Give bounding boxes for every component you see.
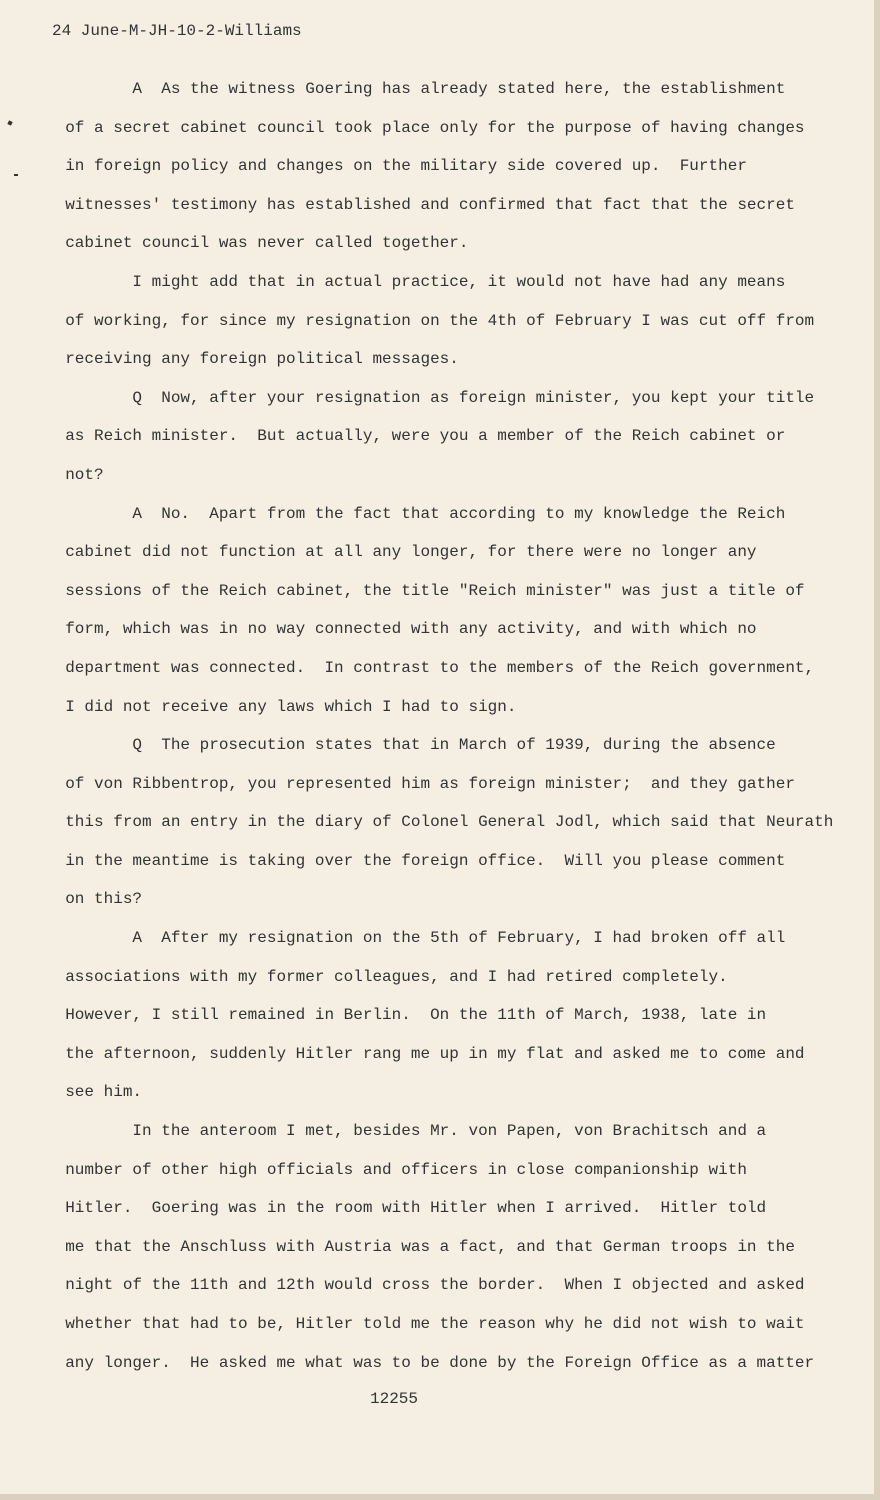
text-line: associations with my former colleagues, and I had retired completely. xyxy=(46,967,728,986)
text-line: in the meantime is taking over the foreign office. Will you please comment xyxy=(46,851,786,870)
text-line: number of other high officials and officers in close companionship with xyxy=(46,1160,747,1179)
text-line: A As the witness Goering has already stated here, the establishment xyxy=(46,80,786,98)
text-line: form, which was in no way connected with any activity, and with which no xyxy=(46,620,757,639)
text-line: this from an entry in the diary of Colonel General Jodl, which said that Neurath xyxy=(46,813,834,832)
text-line: in foreign policy and changes on the military side covered up. Further xyxy=(46,157,747,176)
text-line: However, I still remained in Berlin. On the 11th of March, 1938, late in xyxy=(46,1006,767,1025)
text-line: the afternoon, suddenly Hitler rang me up in my flat and asked me to come and xyxy=(46,1044,805,1063)
page-number: 12255 xyxy=(370,1390,419,1408)
text-line: A No. Apart from the fact that according to my knowledge the Reich xyxy=(46,504,786,523)
text-line: cabinet did not function at all any longer, for there were no longer any xyxy=(46,543,757,562)
text-line: department was connected. In contrast to the members of the Reich government, xyxy=(46,658,815,677)
text-line: Q The prosecution states that in March of 1939, during the absence xyxy=(46,736,776,755)
text-line: see him. xyxy=(46,1083,143,1102)
text-line: In the anteroom I met, besides Mr. von Papen, von Brachitsch and a xyxy=(46,1122,767,1141)
text-line: any longer. He asked me what was to be done by the Foreign Office as a matter xyxy=(46,1353,815,1372)
margin-tick-mark xyxy=(14,174,18,176)
text-line: Q Now, after your resignation as foreign minister, you kept your title xyxy=(46,388,815,407)
text-line: Hitler. Goering was in the room with Hitler when I arrived. Hitler told xyxy=(46,1199,767,1218)
text-line: I might add that in actual practice, it would not have had any means xyxy=(46,272,786,291)
text-line: me that the Anschluss with Austria was a fact, and that German troops in the xyxy=(46,1237,795,1256)
text-line: sessions of the Reich cabinet, the title "Reich minister" was just a title of xyxy=(46,581,805,600)
text-line: receiving any foreign political messages. xyxy=(46,350,459,369)
text-line: not? xyxy=(46,465,104,484)
margin-tick-mark xyxy=(7,120,12,125)
text-line: night of the 11th and 12th would cross the border. When I objected and asked xyxy=(46,1276,805,1295)
text-line: of a secret cabinet council took place only for the purpose of having changes xyxy=(46,118,805,137)
text-line: of working, for since my resignation on the 4th of February I was cut off from xyxy=(46,311,815,330)
text-line: as Reich minister. But actually, were you a member of the Reich cabinet or xyxy=(46,427,786,446)
text-line: I did not receive any laws which I had to sign. xyxy=(46,697,517,716)
text-line: on this? xyxy=(46,890,143,909)
text-line: A After my resignation on the 5th of February, I had broken off all xyxy=(46,929,786,948)
text-line: witnesses' testimony has established and confirmed that fact that the secret xyxy=(46,195,795,214)
text-line: of von Ribbentrop, you represented him as foreign minister; and they gather xyxy=(46,774,795,793)
transcript-body xyxy=(46,78,836,1390)
text-line: cabinet council was never called together. xyxy=(46,234,469,253)
text-line: whether that had to be, Hitler told me the reason why he did not wish to wait xyxy=(46,1315,805,1333)
page-header: 24 June-M-JH-10-2-Williams xyxy=(52,22,302,40)
